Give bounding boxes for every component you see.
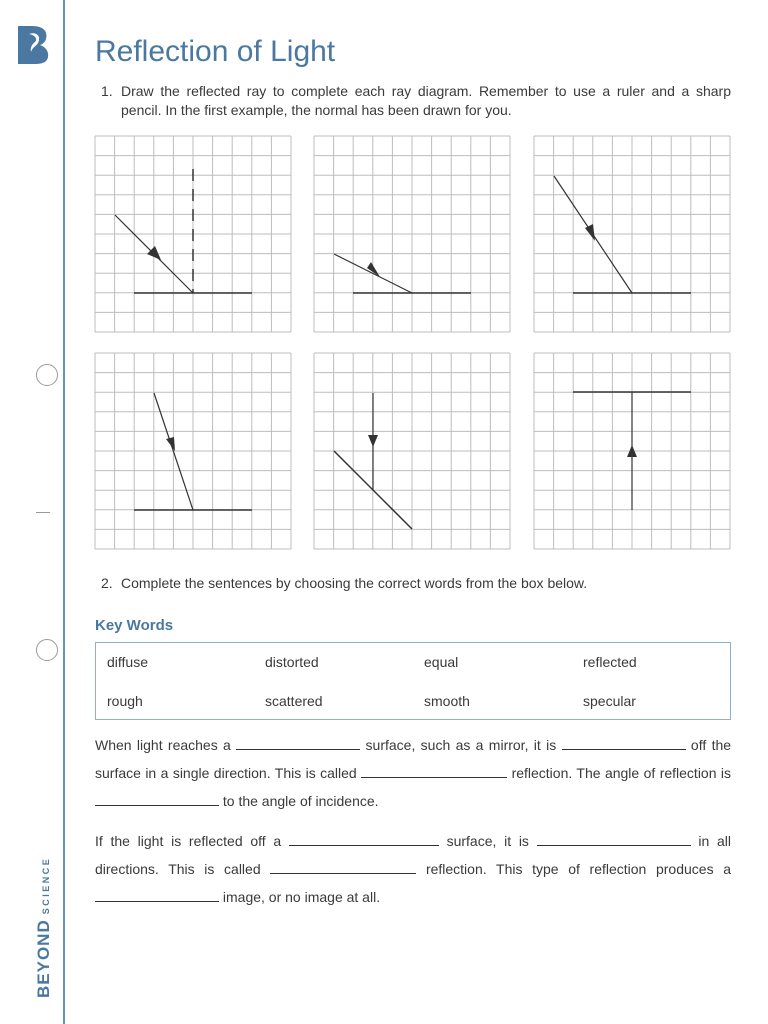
question-2-text: Complete the sentences by choosing the correct words from the box below. [121,575,588,591]
ray-diagram-6[interactable] [534,353,730,549]
answer-blank[interactable] [562,735,686,750]
ray-diagram-6-grid [534,353,730,549]
question-2-number: 2. [101,575,113,591]
ray-arrow-icon [166,437,175,451]
key-word: equal [424,654,459,670]
key-word: diffuse [107,654,148,670]
margin-line [63,0,65,1024]
paragraph-1 [95,731,731,815]
question-2 [101,574,731,593]
key-word: reflected [583,654,637,670]
paragraph-1-text-4: reflection. The angle of reflection is [511,765,732,781]
answer-blank[interactable] [289,831,439,846]
beyond-logo-icon [14,22,54,66]
page-title: Reflection of Light [95,35,336,68]
ray-diagram-2[interactable] [314,136,510,332]
answer-blank[interactable] [236,735,360,750]
ray-diagram-4[interactable] [95,353,291,549]
paragraph-1-text-2: surface, such as a mirror, it is [365,737,557,753]
ray-diagram-2-grid [314,136,510,332]
ray-diagram-5-grid [314,353,510,549]
answer-blank[interactable] [95,791,219,806]
brand-label [34,857,54,998]
key-word: distorted [265,654,319,670]
ray-diagram-4-grid [95,353,291,549]
paragraph-2-text-5: image, or no image at all. [222,889,381,905]
ray-arrow-icon [367,262,380,277]
binder-hole-bottom [36,639,58,661]
key-word: specular [583,693,636,709]
paragraph-2-text-1: If the light is reflected off a [95,833,282,849]
ray-diagram-3[interactable] [534,136,730,332]
paragraph-2 [95,827,731,911]
paragraph-2-text-3: in all directions. This is called [95,833,731,877]
paragraph-1-text-5: to the angle of incidence. [222,793,379,809]
answer-blank[interactable] [270,859,416,874]
paragraph-1-text-3: off the surface in a single direction. This is called [95,737,732,781]
ray-diagram-5[interactable] [314,353,510,549]
key-word: scattered [265,693,323,709]
answer-blank[interactable] [95,887,219,902]
paragraph-2-text-2: surface, it is [446,833,529,849]
question-1 [101,82,731,120]
brand-sub: SCIENCE [41,856,51,915]
key-words-box [95,642,731,720]
answer-blank[interactable] [361,763,507,778]
paragraph-2-text-4: reflection. This type of reflection produces a [425,861,732,877]
binder-hole-top [36,364,58,386]
question-1-text: Draw the reflected ray to complete each ray diagram. Remember to use a ruler and a sharp pencil. In the first example, the normal has been drawn for you. [121,83,731,118]
ray-arrow-icon [368,435,378,447]
ray-diagram-3-grid [534,136,730,332]
question-1-number: 1. [101,83,113,99]
ray-diagram-1[interactable] [95,136,291,332]
brand-main: BEYOND [34,919,53,998]
fold-mark [36,512,50,513]
key-words-title: Key Words [95,617,174,634]
ray-arrow-icon [585,224,595,241]
paragraph-1-text-1: When light reaches a [95,737,231,753]
answer-blank[interactable] [537,831,691,846]
ray-diagram-1-grid [95,136,291,332]
key-word: rough [107,693,143,709]
key-word: smooth [424,693,470,709]
